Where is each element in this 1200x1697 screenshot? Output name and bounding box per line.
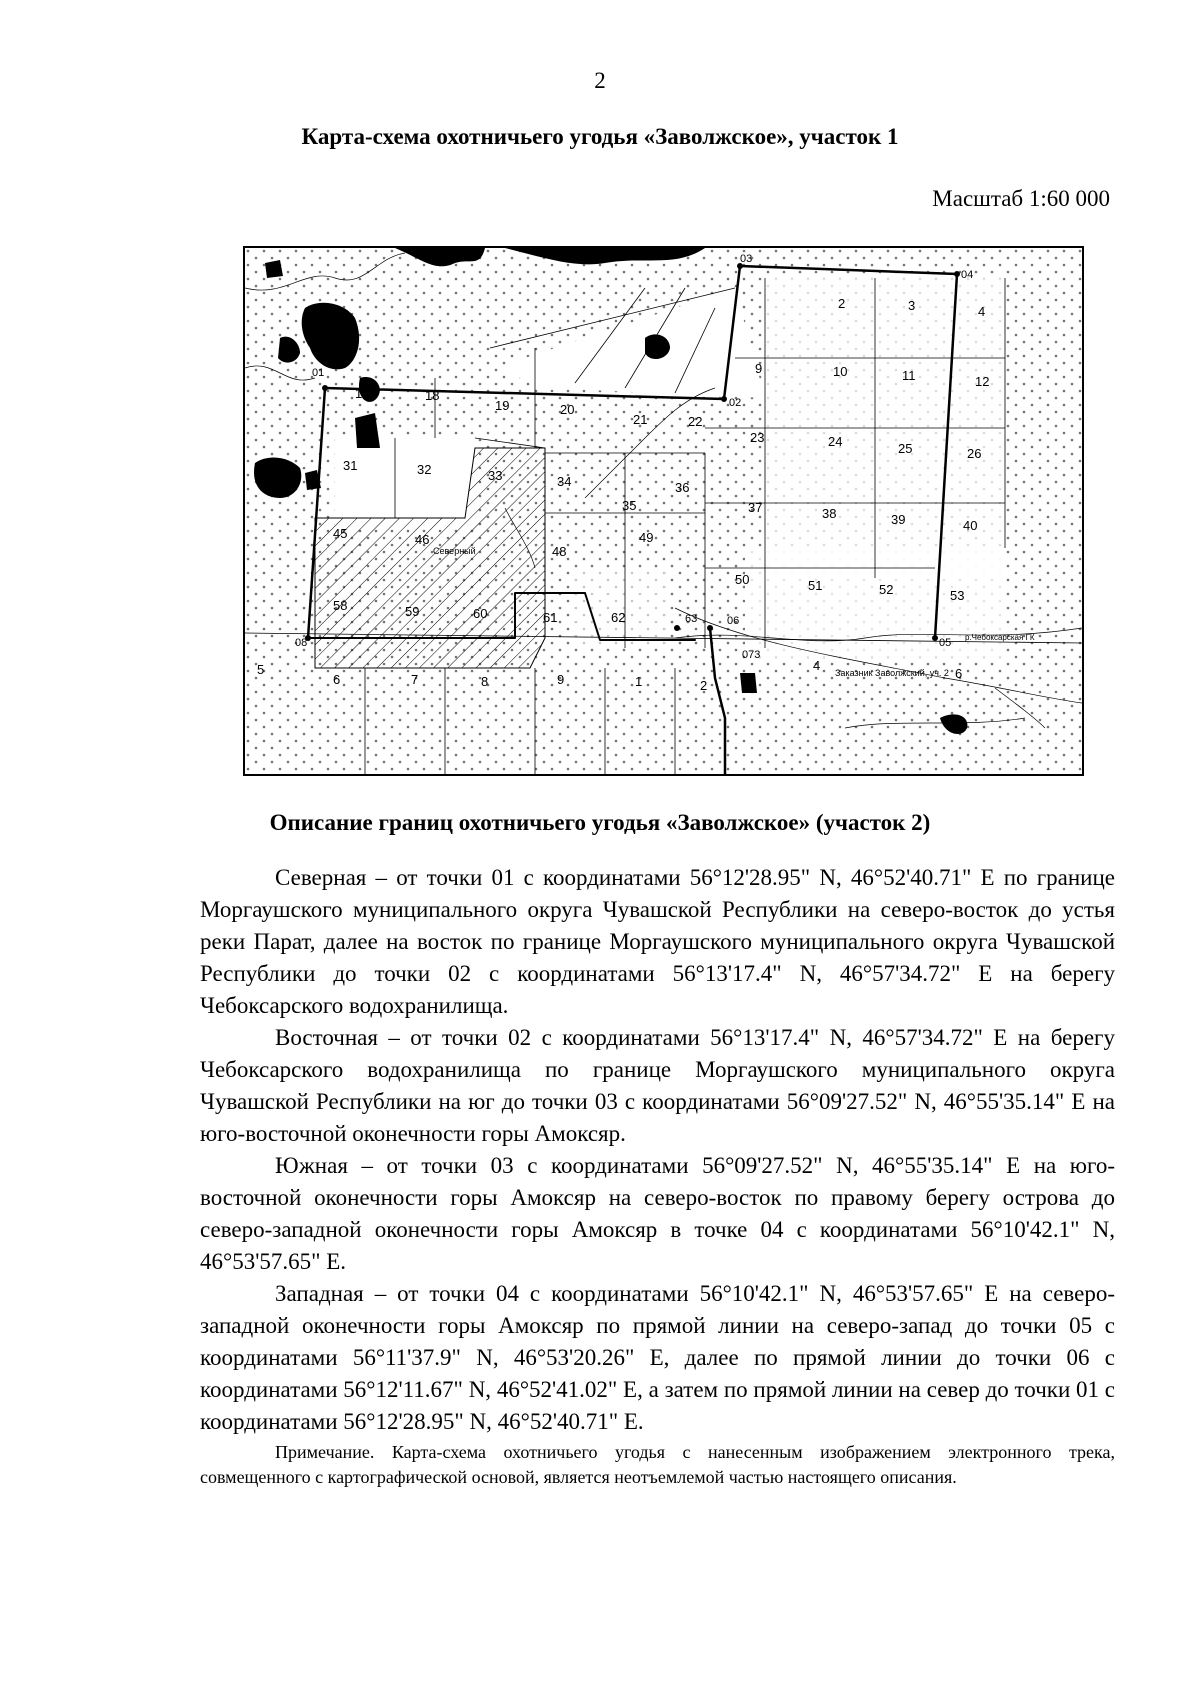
map-scale: Масштаб 1:60 000 [932, 186, 1110, 211]
parcel-label: 11 [902, 368, 916, 383]
parcel-label: 2 [700, 678, 708, 693]
parcel-label: 51 [808, 578, 823, 593]
parcel-label: 60 [473, 606, 488, 621]
hunting-ground-map [243, 246, 1084, 776]
parcel-label: 40 [963, 518, 978, 533]
parcel-label: 32 [417, 462, 432, 477]
description-title: Описание границ охотничьего угодья «Заволжское» (участок 2) [269, 810, 931, 835]
parcel-label: 35 [622, 498, 637, 513]
parcel-label: 52 [879, 582, 894, 597]
parcel-label: 4 [813, 658, 821, 673]
parcel-label: 36 [675, 480, 690, 495]
note: Примечание. Карта-схема охотничьего угодья с нанесенным изображением электронного трека, совмещенного с картографической основой, является неотъемлемой частью настоящего описания. [200, 1442, 1115, 1487]
parcel-label: 6 [333, 672, 341, 687]
parcel-label: 25 [898, 441, 913, 456]
point-label: 06 [727, 615, 740, 627]
parcel-label: 46 [415, 532, 430, 547]
point-label: 08 [295, 637, 308, 649]
parcel-label: 8 [481, 674, 489, 689]
reserve-label: Заказник Заволжский, уч. 2 [835, 668, 949, 678]
parcel-label: 33 [488, 468, 503, 483]
parcel-label: 59 [405, 604, 420, 619]
settlement-label: Северный [433, 546, 476, 556]
edge-label: р.Чебоксарская ГК [965, 633, 1035, 642]
parcel-label: 12 [975, 374, 990, 389]
parcel-label: 24 [828, 434, 843, 449]
boundary-description [200, 862, 1115, 1438]
west-boundary-paragraph: Западная – от точки 04 с координатами 56°10'42.1" N, 46°53'57.65" E на северо-западной оконечности горы Амоксяр по прямой линии на северо-запад до точки 05 с координатами 56°11'37.9" N, 46°53'20.26" E, далее по прямой линии до точки 06 с координатами 56°12'11.67" N, 46°52'41.02" E, а затем по прямой линии на север до точки 01 с координатами 56°12'28.95" N, 46°52'40.71" E. [200, 1281, 1115, 1434]
parcel-label: 5 [257, 662, 265, 677]
page-number: 2 [594, 68, 606, 93]
parcel-label: 19 [495, 398, 510, 413]
parcel-label: 9 [755, 361, 763, 376]
parcel-label: 3 [908, 298, 916, 313]
parcel-label: 34 [557, 474, 572, 489]
parcel-label: 48 [552, 544, 567, 559]
point-label: 63 [685, 613, 698, 625]
parcel-label: 21 [633, 412, 648, 427]
point-label: 05 [939, 637, 952, 649]
parcel-label: 4 [978, 304, 986, 319]
point-label: 01 [312, 367, 325, 379]
map-drawing [245, 248, 1082, 774]
parcel-label: 38 [822, 506, 837, 521]
parcel-label: 22 [688, 414, 703, 429]
parcel-label: 61 [543, 610, 558, 625]
parcel-label: 62 [611, 610, 626, 625]
parcel-label: 31 [343, 458, 358, 473]
parcel-label: 23 [750, 430, 765, 445]
parcel-label: 2 [838, 296, 846, 311]
forest-areas [245, 248, 1082, 774]
parcel-label: 49 [639, 530, 654, 545]
north-boundary-paragraph: Северная – от точки 01 с координатами 56°12'28.95" N, 46°52'40.71" E по границе Моргаушского муниципального округа Чувашской Республики на северо-восток до устья реки Парат, далее на восток по границе Моргаушского муниципального округа Чувашской Республики до точки 02 с координатами 56°13'17.4" N, 46°57'34.72" E на берегу Чебоксарского водохранилища. [200, 865, 1115, 1018]
south-boundary-paragraph: Южная – от точки 03 с координатами 56°09'27.52" N, 46°55'35.14" E на юго-восточной оконечности горы Амоксяр на северо-восток по правому берегу острова до северо-западной оконечности горы Амоксяр в точке 04 с координатами 56°10'42.1" N, 46°53'57.65" E. [200, 1153, 1115, 1274]
point-label: 03 [740, 253, 753, 265]
parcel-label: 20 [560, 402, 575, 417]
parcel-label: 45 [333, 526, 348, 541]
point-label: 073 [742, 649, 761, 661]
parcel-label: 26 [967, 446, 982, 461]
parcel-label: 37 [748, 500, 763, 515]
point-label: 04 [961, 269, 974, 281]
parcel-label: 50 [735, 572, 750, 587]
parcel-label: 53 [950, 588, 965, 603]
east-boundary-paragraph: Восточная – от точки 02 с координатами 56°13'17.4" N, 46°57'34.72" E на берегу Чебоксарского водохранилища по границе Моргаушского муниципального округа Чувашской Республики на юг до точки 03 с координатами 56°09'27.52" N, 46°55'35.14" E на юго-восточной оконечности горы Амоксяр. [200, 1025, 1115, 1146]
parcel-label: 9 [557, 672, 565, 687]
parcel-label: 1 [635, 674, 643, 689]
parcel-label: 7 [411, 672, 419, 687]
parcel-label: 39 [891, 512, 906, 527]
parcel-label: 6 [955, 666, 963, 681]
parcel-label: 17 [355, 386, 370, 401]
parcel-label: 10 [833, 364, 848, 379]
map-title: Карта-схема охотничьего угодья «Заволжское», участок 1 [301, 124, 899, 149]
parcel-label: 58 [333, 598, 348, 613]
parcel-label: 18 [425, 388, 440, 403]
point-label: 02 [729, 397, 742, 409]
